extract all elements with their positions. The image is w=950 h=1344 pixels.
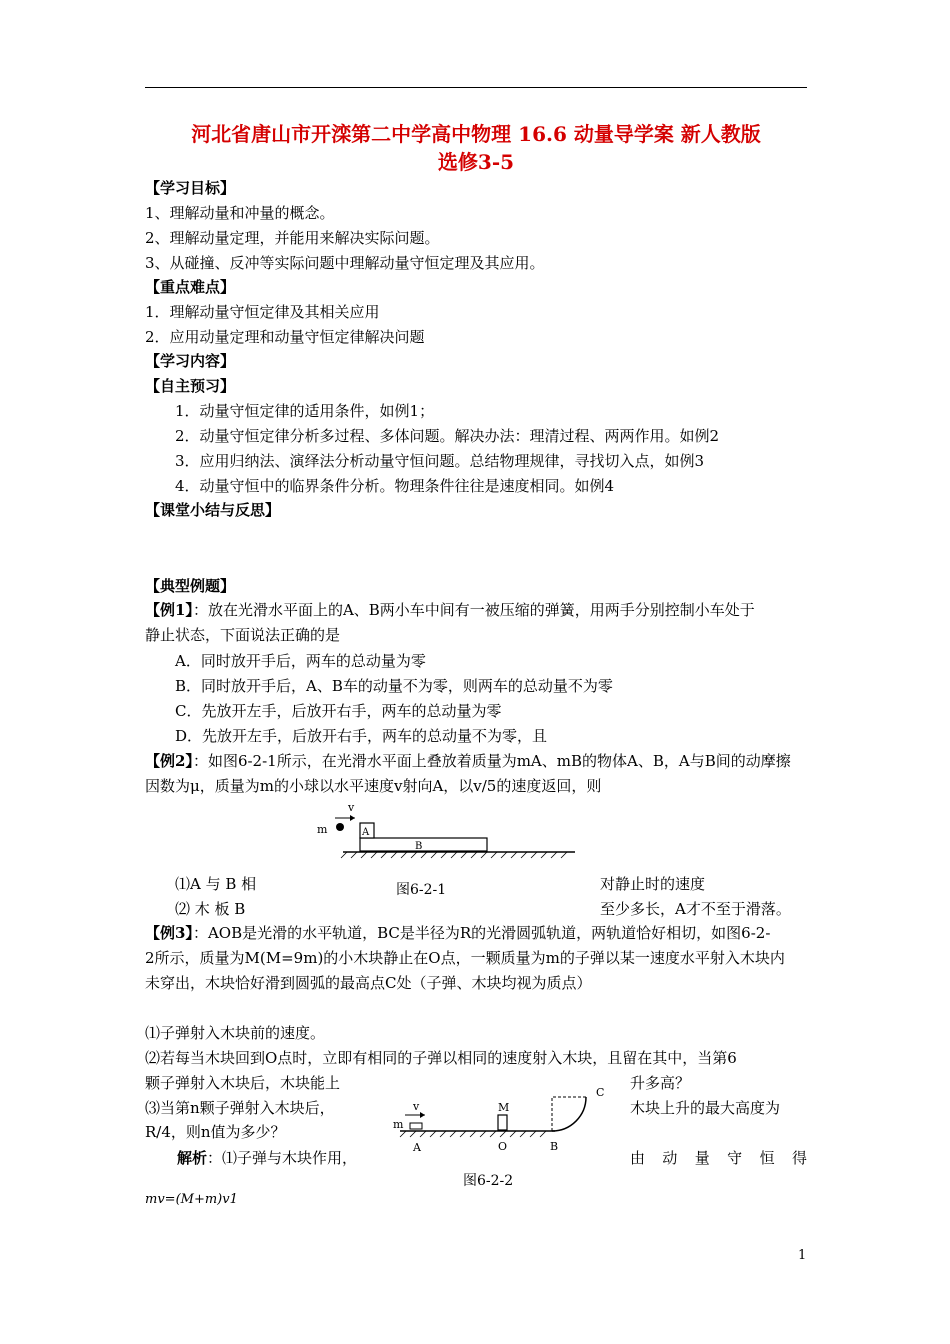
figure-6-2-1 — [305, 800, 585, 860]
solution-text: ：⑴子弹与木块作用， — [207, 1149, 358, 1167]
fig2-label-M: M — [498, 1101, 510, 1114]
example-2-line-1 — [145, 751, 791, 771]
board-b — [360, 838, 487, 851]
fig1-label-b: B — [415, 841, 423, 852]
examples-heading: 【典型例题】 — [145, 577, 236, 595]
ball — [336, 823, 344, 831]
example-2-q1-right: 对静止时的速度 — [600, 875, 706, 893]
solution-right-char: 守 — [727, 1149, 743, 1167]
wood-block — [498, 1115, 507, 1130]
example-3-line-3: 未穿出，木块恰好滑到圆弧的最高点C处（子弹、木块均视为质点） — [145, 974, 592, 992]
example-2-q2-left: ⑵ 木 板 B — [175, 900, 246, 918]
page-number: 1 — [798, 1248, 807, 1263]
preview-item: 1．动量守恒定律的适用条件，如例1； — [175, 402, 435, 420]
arc-track — [552, 1097, 586, 1131]
content-heading: 【学习内容】 — [145, 352, 236, 370]
solution-right — [630, 1148, 807, 1168]
summary-heading: 【课堂小结与反思】 — [145, 501, 281, 519]
example-3-q2-left: 颗子弹射入木块后，木块能上 — [145, 1074, 341, 1092]
example-3-line-1 — [145, 923, 770, 943]
fig1-label-m: m — [317, 823, 328, 836]
document-title — [145, 120, 807, 176]
fig2-label-m: m — [393, 1118, 404, 1131]
preview-item: 3．应用归纳法、演绎法分析动量守恒问题。总结物理规律，寻找切入点，如例3 — [175, 452, 705, 470]
example-3-text: ：AOB是光滑的水平轨道，BC是半径为R的光滑圆弧轨道，两轨道恰好相切，如图6-2- — [192, 924, 771, 942]
fig2-label-C: C — [596, 1086, 605, 1099]
key-point-item: 2．应用动量定理和动量守恒定律解决问题 — [145, 328, 425, 346]
example-1-text: ：放在光滑水平面上的A、B两小车中间有一被压缩的弹簧，用两手分别控制小车处于 — [192, 601, 755, 619]
fig2-label-v: v — [413, 1100, 420, 1113]
figure-6-2-1-caption: 图6-2-1 — [396, 882, 447, 898]
goal-item: 1、理解动量和冲量的概念。 — [145, 204, 335, 222]
preview-heading: 【自主预习】 — [145, 377, 236, 395]
example-3-label: 【例3】 — [145, 924, 193, 942]
example-2-q1-left: ⑴A 与 B 相 — [175, 875, 257, 893]
example-3-q1: ⑴子弹射入木块前的速度。 — [145, 1024, 326, 1042]
example-1-line-2: 静止状态，下面说法正确的是 — [145, 626, 341, 644]
example-2-q2-right: 至少多长，A才不至于滑落。 — [600, 900, 791, 918]
fig2-label-O: O — [498, 1140, 508, 1153]
example-3-q2-right: 升多高？ — [630, 1074, 691, 1092]
solution-left — [177, 1148, 357, 1168]
fig1-label-v: v — [348, 801, 355, 814]
solution-right-char: 量 — [694, 1149, 710, 1167]
example-2-label: 【例2】 — [145, 752, 193, 770]
bullet — [410, 1123, 422, 1129]
fig1-label-a: A — [362, 827, 370, 838]
option-d: D．先放开左手，后放开右手，两车的总动量不为零，且 — [175, 727, 548, 745]
option-c: C．先放开左手，后放开右手，两车的总动量为零 — [175, 702, 502, 720]
goal-item: 3、从碰撞、反冲等实际问题中理解动量守恒定理及其应用。 — [145, 254, 545, 272]
fig2-label-B: B — [550, 1140, 559, 1153]
key-points-heading: 【重点难点】 — [145, 278, 236, 296]
solution-right-char: 得 — [791, 1149, 807, 1167]
header-rule — [145, 87, 807, 88]
title-line-1: 河北省唐山市开滦第二中学高中物理 16.6 动量导学案 新人教版 — [191, 122, 761, 146]
preview-item: 4．动量守恒中的临界条件分析。物理条件往往是速度相同。如例4 — [175, 477, 615, 495]
example-2-line-2: 因数为μ，质量为m的小球以水平速度v射向A，以v/5的速度返回，则 — [145, 777, 602, 795]
example-3-line-2: 2所示，质量为M(M=9m)的小木块静止在O点，一颗质量为m的子弹以某一速度水平射入木块内 — [145, 949, 785, 967]
goals-heading: 【学习目标】 — [145, 179, 236, 197]
example-3-q2-line-1: ⑵若每当木块回到O点时，立即有相同的子弹以相同的速度射入木块，且留在其中，当第6 — [145, 1049, 737, 1067]
example-1-label: 【例1】 — [145, 601, 193, 619]
example-3-q3-line-2: R/4，则n值为多少？ — [145, 1123, 286, 1141]
solution-right-char: 动 — [662, 1149, 678, 1167]
fig2-label-A: A — [413, 1141, 421, 1154]
solution-right-char: 由 — [630, 1149, 646, 1167]
option-a: A．同时放开手后，两车的总动量为零 — [175, 652, 426, 670]
example-2-text: ：如图6-2-1所示，在光滑水平面上叠放着质量为mA、mB的物体A、B，A与B间的动摩擦 — [192, 752, 791, 770]
solution-right-char: 恒 — [759, 1149, 775, 1167]
example-3-q3-right: 木块上升的最大高度为 — [630, 1099, 781, 1117]
title-line-2: 选修3-5 — [437, 150, 515, 174]
momentum-equation: mv=(M+m)v1 — [145, 1192, 238, 1207]
key-point-item: 1．理解动量守恒定律及其相关应用 — [145, 303, 380, 321]
solution-label: 解析 — [177, 1149, 208, 1167]
option-b: B．同时放开手后，A、B车的动量不为零，则两车的总动量不为零 — [175, 677, 613, 695]
preview-item: 2．动量守恒定律分析多过程、多体问题。解决办法：理清过程、两两作用。如例2 — [175, 427, 720, 445]
example-1-line-1 — [145, 600, 755, 620]
goal-item: 2、理解动量定理，并能用来解决实际问题。 — [145, 229, 440, 247]
figure-6-2-2 — [380, 1080, 625, 1160]
figure-6-2-2-caption: 图6-2-2 — [463, 1173, 514, 1189]
example-3-q3-left: ⑶当第n颗子弹射入木块后， — [145, 1099, 335, 1117]
